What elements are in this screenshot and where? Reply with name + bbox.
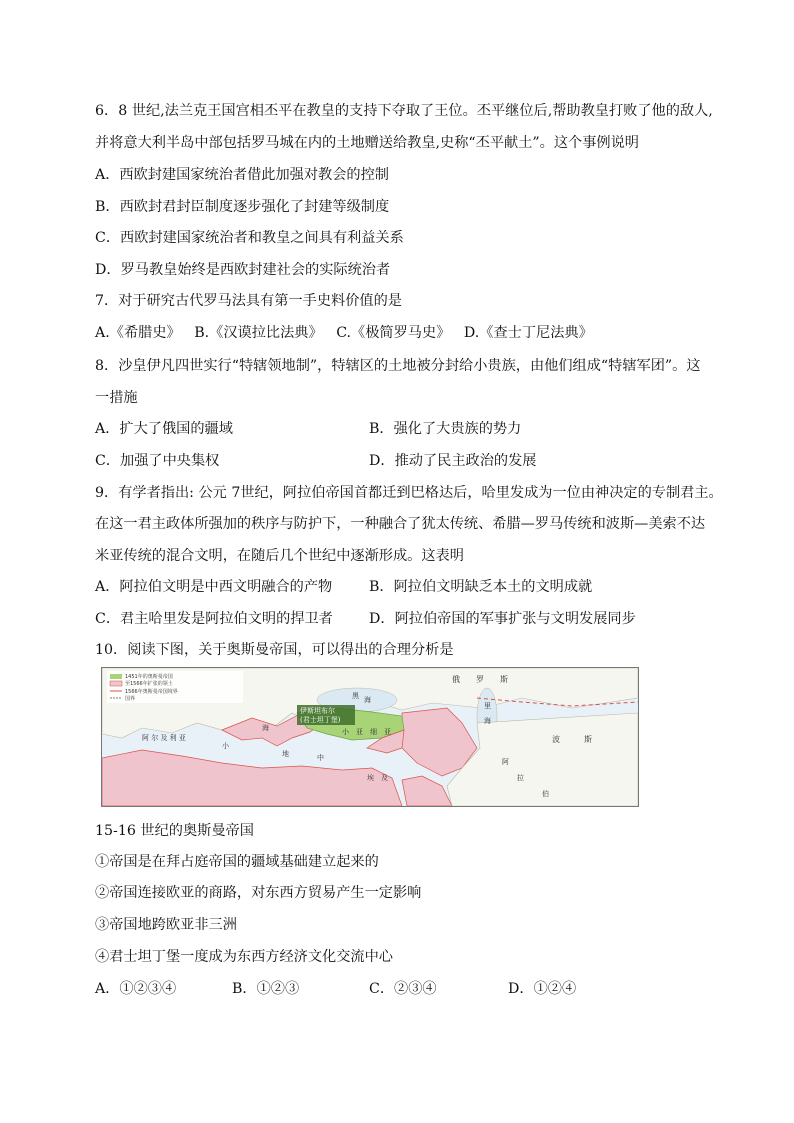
map-label-algeria: 阿 尔 及 利 亚 bbox=[142, 734, 186, 742]
map-label-misc-2: 小 bbox=[222, 742, 229, 750]
map-label-egypt: 埃 及 bbox=[367, 774, 388, 782]
q7-option-c[interactable]: C.《极简罗马史》 bbox=[336, 325, 451, 341]
map-label-black-sea-2: 海 bbox=[364, 696, 371, 704]
q7-stem: 7．对于研究古代罗马法具有第一手史料价值的是 bbox=[95, 293, 402, 309]
map-label-caspian-1: 里 bbox=[484, 702, 491, 710]
map-label-constantinople: (君士坦丁堡) bbox=[300, 716, 341, 724]
map-label-misc-1: 中 bbox=[317, 754, 324, 762]
q8-option-a[interactable]: A．扩大了俄国的疆域 bbox=[95, 421, 233, 437]
q10-option-a[interactable]: A．①②③④ bbox=[95, 981, 177, 997]
q10-statement-2: ②帝国连接欧亚的商路，对东西方贸易产生一定影响 bbox=[95, 885, 422, 901]
q8-stem-line1: 8．沙皇伊凡四世实行“特辖领地制”，特辖区的土地被分封给小贵族，由他们组成“特辖军团”。这 bbox=[95, 358, 701, 374]
map-label-adriatic: 海 bbox=[262, 724, 269, 732]
q7-option-d[interactable]: D.《查士丁尼法典》 bbox=[463, 325, 593, 341]
legend-swatch-1451 bbox=[110, 674, 122, 679]
q10-statement-1: ①帝国是在拜占庭帝国的疆域基础建立起来的 bbox=[95, 854, 379, 870]
q6-stem-line1: 6．8 世纪,法兰克王国宫相丕平在教皇的支持下夺取了王位。丕平继位后,帮助教皇打败了他的敌人, bbox=[95, 103, 713, 119]
q9-stem-line1: 9．有学者指出: 公元 7世纪，阿拉伯帝国首都迁到巴格达后，哈里发成为一位由神决定的专制君主。 bbox=[95, 485, 723, 501]
q10-option-b[interactable]: B．①②③ bbox=[232, 981, 300, 997]
legend-1451: 1451年的奥斯曼帝国 bbox=[125, 674, 173, 680]
map-label-arabia-2: 拉 bbox=[517, 774, 524, 782]
map-label-istanbul: 伊斯坦布尔 bbox=[300, 707, 335, 715]
q6-option-a[interactable]: A．西欧封建国家统治者借此加强对教会的控制 bbox=[95, 167, 389, 183]
q9-stem-line2: 在这一君主政体所强加的秩序与防护下，一种融合了犹太传统、希腊—罗马传统和波斯—美索不达 bbox=[95, 516, 706, 532]
q7-option-b[interactable]: B.《汉谟拉比法典》 bbox=[194, 325, 323, 341]
q9-option-d[interactable]: D．阿拉伯帝国的军事扩张与文明发展同步 bbox=[369, 611, 636, 627]
q8-stem-line2: 一措施 bbox=[95, 390, 138, 406]
map-svg bbox=[102, 668, 638, 806]
q9-stem-line3: 米亚传统的混合文明，在随后几个世纪中逐渐形成。这表明 bbox=[95, 548, 464, 564]
map-label-russia: 俄 罗 斯 bbox=[452, 675, 508, 684]
ottoman-empire-map bbox=[101, 667, 639, 807]
q9-option-a[interactable]: A．阿拉伯文明是中西文明融合的产物 bbox=[95, 579, 333, 595]
legend-national-border: 国界 bbox=[125, 696, 136, 702]
q8-option-d[interactable]: D．推动了民主政治的发展 bbox=[369, 453, 537, 469]
legend-expansion: 至1566年扩张的领土 bbox=[125, 681, 173, 687]
q10-map-caption: 15-16 世纪的奥斯曼帝国 bbox=[95, 823, 254, 839]
q10-stem: 10．阅读下图，关于奥斯曼帝国，可以得出的合理分析是 bbox=[95, 642, 454, 658]
map-label-persia: 波 斯 bbox=[552, 735, 592, 744]
q10-statement-3: ③帝国地跨欧亚非三洲 bbox=[95, 917, 237, 933]
q10-option-d[interactable]: D．①②④ bbox=[508, 981, 577, 997]
map-label-arabia-1: 阿 bbox=[502, 758, 509, 766]
q7-option-a[interactable]: A.《希腊史》 bbox=[95, 325, 181, 341]
q6-stem-line2: 并将意大利半岛中部包括罗马城在内的土地赠送给教皇,史称“丕平献土”。这个事例说明 bbox=[95, 135, 639, 151]
legend-swatch-expansion bbox=[110, 681, 122, 686]
q9-option-c[interactable]: C．君主哈里发是阿拉伯文明的捍卫者 bbox=[95, 611, 333, 627]
map-legend bbox=[107, 671, 243, 703]
map-label-arabia-3: 伯 bbox=[542, 790, 549, 798]
map-label-med: 地 bbox=[282, 750, 289, 758]
q6-option-c[interactable]: C．西欧封建国家统治者和教皇之间具有利益关系 bbox=[95, 230, 404, 246]
q10-option-c[interactable]: C．②③④ bbox=[369, 981, 437, 997]
q7-options-row bbox=[95, 323, 593, 343]
map-label-asia-minor: 小 亚 细 亚 bbox=[342, 728, 391, 736]
q8-option-c[interactable]: C．加强了中央集权 bbox=[95, 453, 220, 469]
q9-option-b[interactable]: B．阿拉伯文明缺乏本土的文明成就 bbox=[369, 579, 593, 595]
legend-1566-border: 1566年奥斯曼帝国境界 bbox=[125, 689, 178, 695]
q6-option-d[interactable]: D．罗马教皇始终是西欧封建社会的实际统治者 bbox=[95, 262, 391, 278]
q8-option-b[interactable]: B．强化了大贵族的势力 bbox=[369, 421, 522, 437]
map-label-caspian-2: 海 bbox=[484, 717, 491, 725]
q6-option-b[interactable]: B．西欧封君封臣制度逐步强化了封建等级制度 bbox=[95, 199, 390, 215]
q10-statement-4: ④君士坦丁堡一度成为东西方经济文化交流中心 bbox=[95, 949, 393, 965]
map-label-black-sea-1: 黑 bbox=[352, 692, 359, 700]
